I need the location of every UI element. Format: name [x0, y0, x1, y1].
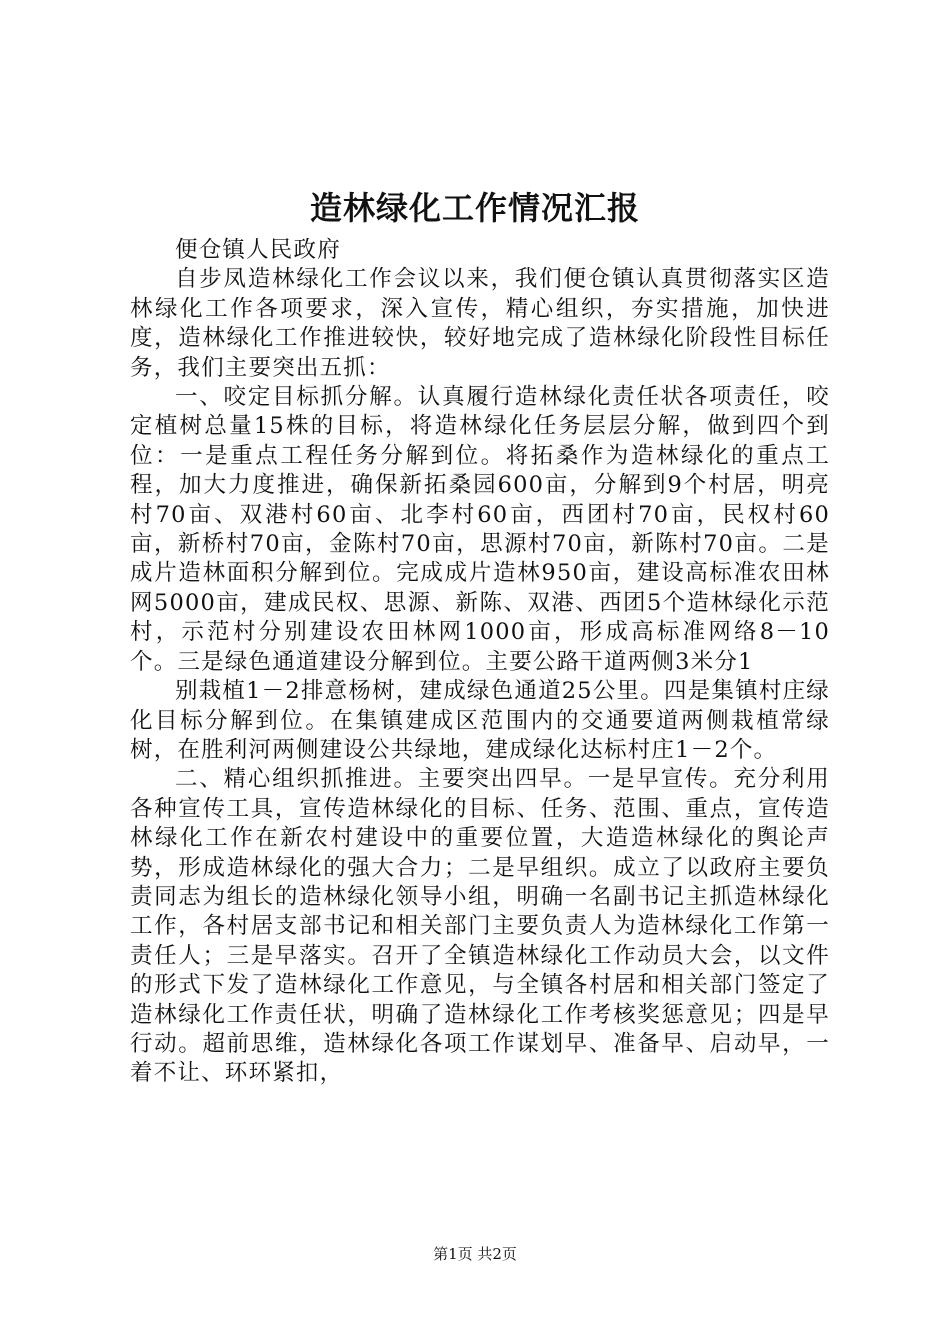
- issuing-authority: 便仓镇人民政府: [175, 237, 341, 263]
- paragraph-section-1-continued: 别栽植1－2排意杨树，建成绿色通道25公里。四是集镇村庄绿化目标分解到位。在集镇建成区范围内的交通要道两侧栽植常绿树，在胜利河两侧建设公共绿地，建成绿化达标村庄1－2个。: [130, 678, 830, 763]
- paragraph-section-1: 一、咬定目标抓分解。认真履行造林绿化责任状各项责任，咬定植树总量15株的目标，将造林绿化任务层层分解，做到四个到位：一是重点工程任务分解到位。将拓桑作为造林绿化的重点工程，加大力度推进，确保新拓桑园600亩，分解到9个村居，明亮村70亩、双港村60亩、北李村60亩，西团村70亩，民权村60亩，新桥村70亩，金陈村70亩，思源村70亩，新陈村70亩。二是成片造林面积分解到位。完成成片造林950亩，建设高标准农田林网5000亩，建成民权、思源、新陈、双港、西团5个造林绿化示范村，示范村分别建设农田林网1000亩，形成高标准网络8－10个。三是绿色通道建设分解到位。主要公路干道两侧3米分1: [130, 384, 830, 675]
- page-number-footer: 第1页 共2页: [433, 1245, 517, 1263]
- document-body: [130, 236, 830, 1089]
- paragraph-section-2: 二、精心组织抓推进。主要突出四早。一是早宣传。充分利用各种宣传工具，宣传造林绿化的目标、任务、范围、重点，宣传造林绿化工作在新农村建设中的重要位置，大造造林绿化的舆论声势，形成造林绿化的强大合力；二是早组织。成立了以政府主要负责同志为组长的造林绿化领导小组，明确一名副书记主抓造林绿化工作，各村居支部书记和相关部门主要负责人为造林绿化工作第一责任人；三是早落实。召开了全镇造林绿化工作动员大会，以文件的形式下发了造林绿化工作意见，与全镇各村居和相关部门签定了造林绿化工作责任状，明确了造林绿化工作考核奖惩意见；四是早行动。超前思维，造林绿化各项工作谋划早、准备早、启动早，一着不让、环环紧扣，: [130, 766, 830, 1087]
- document-title: 造林绿化工作情况汇报: [309, 189, 640, 227]
- paragraph-intro: 自步凤造林绿化工作会议以来，我们便仓镇认真贯彻落实区造林绿化工作各项要求，深入宣传，精心组织，夯实措施，加快进度，造林绿化工作推进较快，较好地完成了造林绿化阶段性目标任务，我们主要突出五抓：: [130, 266, 830, 381]
